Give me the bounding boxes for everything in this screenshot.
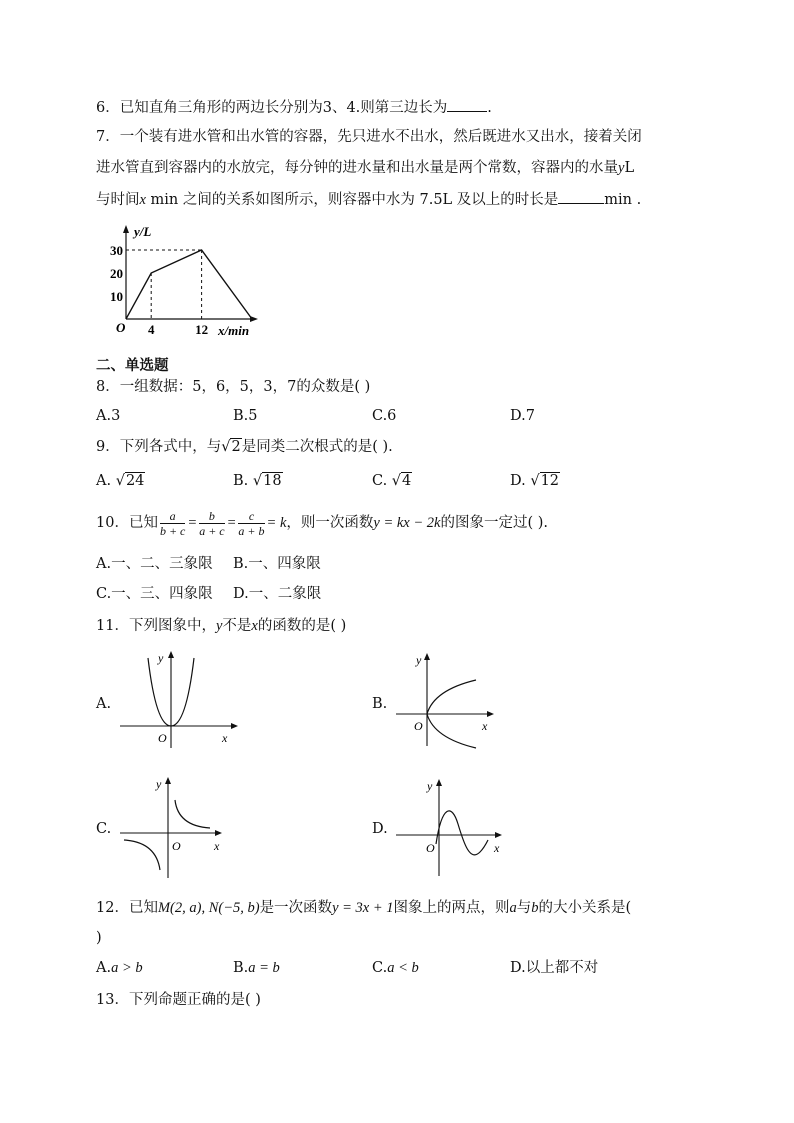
q11-graph-d[interactable] bbox=[394, 774, 512, 878]
q10-frac-2-den: a + c bbox=[199, 523, 225, 538]
q9-option-a-radicand: 24 bbox=[125, 473, 145, 489]
q10-frac-3-num: c bbox=[238, 509, 264, 524]
question-11 bbox=[96, 616, 346, 636]
q8-option-b[interactable]: B.5 bbox=[233, 408, 258, 424]
q7-y-tick: 20 bbox=[110, 266, 123, 281]
q7-line3-c: min . bbox=[604, 192, 642, 208]
q9-text-b: 是同类二次根式的是( ). bbox=[241, 439, 393, 455]
question-8 bbox=[96, 377, 370, 397]
q7-x-tick: 12 bbox=[195, 322, 209, 337]
q12-function: y = 3x + 1 bbox=[332, 900, 394, 916]
q10-option-a[interactable]: A.一、二、三象限 bbox=[96, 556, 213, 572]
q11-text-a: 下列图象中， bbox=[128, 618, 216, 634]
q12-points: M(2, a), N(−5, b) bbox=[157, 900, 260, 916]
q7-y-tick: 10 bbox=[110, 289, 123, 304]
q12-option-d[interactable]: D.以上都不对 bbox=[510, 960, 599, 976]
q12-option-a[interactable] bbox=[96, 958, 143, 978]
q8-option-a[interactable]: A.3 bbox=[96, 408, 121, 424]
q12-var-b: b bbox=[531, 900, 539, 916]
q11-text-c: 的函数的是( ) bbox=[257, 618, 347, 634]
q12-option-b-label: B. bbox=[233, 960, 249, 976]
q10-frac-3 bbox=[238, 509, 264, 538]
q10-option-b[interactable]: B.一、四象限 bbox=[233, 556, 321, 572]
q8-text: 一组数据：5，6，5，3，7的众数是( ) bbox=[119, 379, 371, 395]
q7-graph bbox=[96, 222, 266, 342]
q7-x-tick: 4 bbox=[147, 322, 155, 337]
q11-graph-a[interactable] bbox=[118, 648, 243, 748]
q9-sqrt-2: √2 bbox=[221, 439, 241, 455]
q11b-y-label: y bbox=[416, 653, 422, 667]
q11d-y-arrow-icon bbox=[436, 779, 442, 786]
q6-text: 已知直角三角形的两边长分别为3、4.则第三边长为 bbox=[119, 100, 448, 116]
q11d-x-arrow-icon bbox=[495, 832, 502, 838]
section-title: 二、单选题 bbox=[96, 357, 169, 374]
q12-option-c-math: a < b bbox=[387, 960, 419, 976]
q12-text-a: 已知 bbox=[128, 900, 158, 916]
q7-line3-b: min 之间的关系如图所示，则容器中水为 7.5L 及以上的时长是 bbox=[145, 192, 559, 208]
q11d-x-label: x bbox=[494, 841, 500, 855]
q10-number: 10． bbox=[96, 515, 129, 531]
q11-var-y: y bbox=[215, 618, 223, 634]
q7-var-x: x bbox=[139, 192, 146, 208]
q11c-origin: O bbox=[172, 839, 181, 853]
q11d-wave-curve bbox=[436, 811, 488, 855]
q7-unit-l: L bbox=[624, 160, 635, 176]
q10-text-a: 已知 bbox=[128, 515, 158, 531]
q8-option-d[interactable]: D.7 bbox=[510, 408, 535, 424]
q9-option-b-label: B. bbox=[233, 473, 249, 489]
question-7-line-2 bbox=[96, 158, 634, 178]
q11d-y-label: y bbox=[427, 779, 433, 793]
q13-number: 13． bbox=[96, 992, 129, 1008]
q11-option-d-label[interactable]: D. bbox=[372, 821, 388, 837]
q9-option-d-sqrt: √12 bbox=[530, 473, 560, 489]
q11-option-b-label[interactable]: B. bbox=[372, 696, 388, 712]
q9-option-b-radicand: 18 bbox=[263, 473, 282, 489]
q7-y-tick: 30 bbox=[110, 243, 123, 258]
q13-text: 下列命题正确的是( ) bbox=[128, 992, 261, 1008]
q7-line3-a: 与时间 bbox=[96, 192, 140, 208]
question-10 bbox=[96, 507, 548, 539]
q10-eq-2: = bbox=[226, 515, 237, 531]
q10-option-c[interactable]: C.一、三、四象限 bbox=[96, 586, 213, 602]
q11a-x-label: x bbox=[222, 731, 228, 745]
q9-option-c[interactable] bbox=[372, 471, 412, 491]
q11c-x-arrow-icon bbox=[215, 830, 222, 836]
q10-option-d[interactable]: D.一、二象限 bbox=[233, 586, 322, 602]
q6-number: 6． bbox=[96, 100, 120, 116]
question-13 bbox=[96, 990, 261, 1010]
q9-text-a: 下列各式中，与 bbox=[119, 439, 222, 455]
question-9 bbox=[96, 437, 393, 457]
q12-option-b-math: a = b bbox=[248, 960, 280, 976]
q7-data-line bbox=[126, 250, 252, 319]
q12-number: 12． bbox=[96, 900, 129, 916]
q9-option-d-label: D. bbox=[510, 473, 526, 489]
q9-option-b-sqrt: √18 bbox=[252, 473, 282, 489]
q11a-origin: O bbox=[158, 731, 167, 745]
q10-frac-1-den: b + c bbox=[159, 523, 186, 538]
q9-number: 9． bbox=[96, 439, 120, 455]
q11d-origin: O bbox=[426, 841, 435, 855]
q9-option-c-sqrt: √4 bbox=[391, 473, 412, 489]
q12-text-c: 图象上的两点，则 bbox=[393, 900, 510, 916]
q9-option-c-radicand: 4 bbox=[402, 473, 412, 489]
q11b-x-arrow-icon bbox=[487, 711, 494, 717]
q7-x-label: x/min bbox=[218, 323, 250, 338]
q9-option-a-sqrt: √24 bbox=[115, 473, 145, 489]
q7-y-arrow-icon bbox=[123, 225, 129, 233]
q8-number: 8． bbox=[96, 379, 120, 395]
q9-option-b[interactable] bbox=[233, 471, 283, 491]
q12-option-a-label: A. bbox=[96, 960, 112, 976]
q11c-y-label: y bbox=[156, 777, 162, 791]
q11c-hyperbola-right bbox=[175, 800, 210, 828]
q11-option-c-label[interactable]: C. bbox=[96, 821, 112, 837]
q6-end: . bbox=[487, 100, 492, 116]
q7-blank[interactable] bbox=[558, 189, 604, 204]
q11-number: 11． bbox=[96, 618, 129, 634]
q7-dashed-guides bbox=[126, 250, 202, 319]
q10-text-c: 的图象一定过( ). bbox=[440, 515, 548, 531]
q11-option-a-label[interactable]: A. bbox=[96, 696, 112, 712]
question-7-line-3 bbox=[96, 189, 641, 210]
q11c-y-arrow-icon bbox=[165, 777, 171, 784]
q7-line2-text: 进水管直到容器内的水放完，每分钟的进水量和出水量是两个常数，容器内的水量 bbox=[96, 160, 618, 176]
q9-option-c-label: C. bbox=[372, 473, 388, 489]
question-12-line-2: ) bbox=[96, 930, 102, 946]
q11-var-x: x bbox=[251, 618, 258, 634]
q10-frac-3-den: a + b bbox=[238, 523, 265, 538]
q11-text-b: 不是 bbox=[222, 618, 252, 634]
q9-option-d[interactable] bbox=[510, 471, 560, 491]
q10-frac-1 bbox=[160, 509, 185, 538]
q11-graph-b[interactable] bbox=[394, 650, 504, 750]
q7-number: 7． bbox=[96, 129, 120, 145]
q12-option-a-math: a > b bbox=[111, 960, 143, 976]
q9-option-d-radicand: 12 bbox=[540, 473, 560, 489]
question-12-line-1 bbox=[96, 898, 631, 918]
q11a-x-arrow-icon bbox=[231, 723, 238, 729]
q12-text-b: 是一次函数 bbox=[259, 900, 333, 916]
q10-text-b: ，则一次函数 bbox=[286, 515, 374, 531]
q7-line1: 一个装有进水管和出水管的容器，先只进水不出水，然后既进水又出水，接着关闭 bbox=[119, 129, 642, 145]
q12-text-d: 与 bbox=[516, 900, 532, 916]
q12-option-c-label: C. bbox=[372, 960, 388, 976]
q9-sqrt-2-radicand: 2 bbox=[231, 439, 241, 455]
q12-option-b[interactable] bbox=[233, 958, 280, 978]
q10-frac-1-num: a bbox=[160, 509, 185, 524]
q11a-y-arrow-icon bbox=[168, 651, 174, 658]
question-6 bbox=[96, 97, 492, 118]
q11c-hyperbola-left bbox=[124, 840, 160, 870]
q6-blank[interactable] bbox=[447, 97, 487, 112]
q9-option-a-label: A. bbox=[96, 473, 112, 489]
q10-k: = k bbox=[266, 515, 287, 531]
q11-graph-c[interactable] bbox=[118, 772, 230, 880]
q10-function: y = kx − 2k bbox=[373, 515, 441, 531]
q11b-y-arrow-icon bbox=[424, 653, 430, 660]
q12-var-a: a bbox=[509, 900, 517, 916]
q12-text-e: 的大小关系是( bbox=[538, 900, 632, 916]
q10-frac-2 bbox=[199, 509, 224, 538]
q12-option-c[interactable] bbox=[372, 958, 419, 978]
q9-option-a[interactable] bbox=[96, 471, 145, 491]
q11c-x-label: x bbox=[214, 839, 220, 853]
q11a-y-label: y bbox=[158, 651, 164, 665]
q11b-origin: O bbox=[414, 719, 423, 733]
q10-eq-1: = bbox=[187, 515, 198, 531]
q7-origin: O bbox=[116, 320, 126, 335]
q10-frac-2-num: b bbox=[199, 509, 224, 524]
q8-option-c[interactable]: C.6 bbox=[372, 408, 397, 424]
question-7-line-1 bbox=[96, 127, 642, 147]
q7-y-label: y/L bbox=[134, 224, 152, 239]
q11b-x-label: x bbox=[482, 719, 488, 733]
q7-var-y: y bbox=[618, 160, 625, 176]
